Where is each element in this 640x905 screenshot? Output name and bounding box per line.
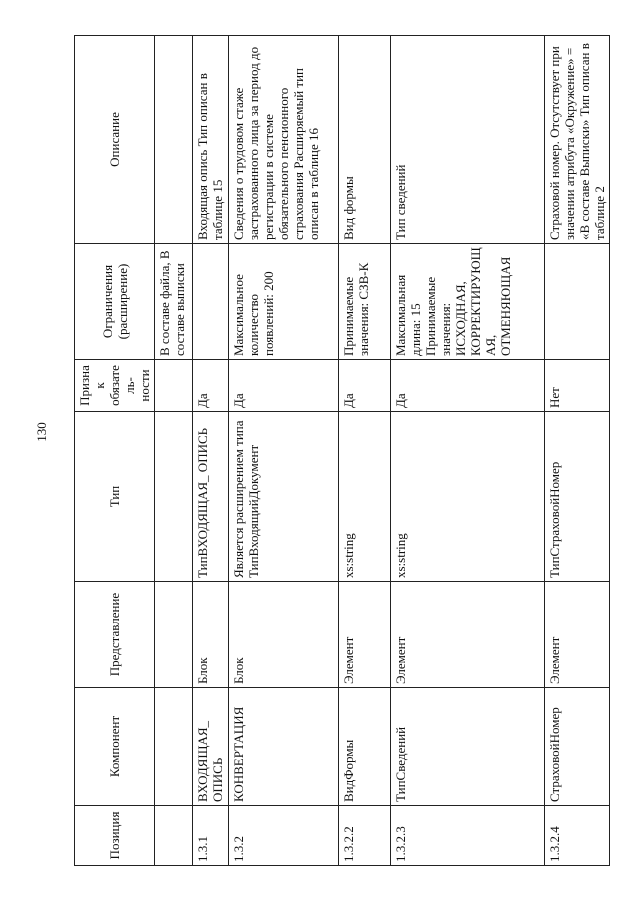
page-number: 130 <box>34 422 49 442</box>
cell-description: Сведения о трудовом стаже застрахованного лица за период до регистрации в системе обязательного пенсионного страхования Расширяемый тип описан в таблице 16 <box>229 36 339 244</box>
table-row <box>545 36 610 866</box>
cell-description: Тип сведений <box>391 36 545 244</box>
cell-position: 1.3.2.2 <box>339 806 391 866</box>
cell-type: xs:string <box>391 412 545 582</box>
cell-representation: Блок <box>229 582 339 688</box>
cell-type: ТипВХОДЯЩАЯ_ ОПИСЬ <box>193 412 229 582</box>
cell-component: КОНВЕРТАЦИЯ <box>229 688 339 806</box>
cell-representation: Блок <box>193 582 229 688</box>
cell-constraints <box>193 244 229 360</box>
cell-type: Является расширением типа ТипВходящийДокумент <box>229 412 339 582</box>
header-position: Позиция <box>75 806 155 866</box>
sub-cell-type <box>155 412 193 582</box>
sub-cell-description <box>155 36 193 244</box>
table-row <box>339 36 391 866</box>
cell-required: Да <box>391 360 545 412</box>
cell-constraints: Максимальная длина: 15 Принимаемые значения: ИСХОДНАЯ, КОРРЕКТИРУЮЩАЯ, ОТМЕНЯЮЩАЯ <box>391 244 545 360</box>
sub-cell-position <box>155 806 193 866</box>
cell-type: xs:string <box>339 412 391 582</box>
header-representation: Представление <box>75 582 155 688</box>
cell-position: 1.3.2.3 <box>391 806 545 866</box>
header-constraints: Ограничения (расширение) <box>75 244 155 360</box>
table-subheader-row <box>155 36 193 866</box>
cell-required: Нет <box>545 360 610 412</box>
table-row <box>391 36 545 866</box>
cell-representation: Элемент <box>391 582 545 688</box>
cell-representation: Элемент <box>545 582 610 688</box>
cell-position: 1.3.2.4 <box>545 806 610 866</box>
cell-position: 1.3.1 <box>193 806 229 866</box>
cell-constraints <box>545 244 610 360</box>
cell-description: Вид формы <box>339 36 391 244</box>
header-description: Описание <box>75 36 155 244</box>
cell-component: ВХОДЯЩАЯ_ ОПИСЬ <box>193 688 229 806</box>
cell-constraints: Принимаемые значения: СЗВ-К <box>339 244 391 360</box>
cell-description: Страховой номер. Отсутствует при значении атрибута «Окружение» = «В составе Выписки» Тип описан в таблице 2 <box>545 36 610 244</box>
cell-required: Да <box>229 360 339 412</box>
cell-component: ТипСведений <box>391 688 545 806</box>
sub-cell-representation <box>155 582 193 688</box>
cell-component: СтраховойНомер <box>545 688 610 806</box>
cell-required: Да <box>193 360 229 412</box>
cell-type: ТипСтраховойНомер <box>545 412 610 582</box>
header-component: Компонент <box>75 688 155 806</box>
cell-description: Входящая опись Тип описан в таблице 15 <box>193 36 229 244</box>
table-row <box>193 36 229 866</box>
cell-component: ВидФормы <box>339 688 391 806</box>
cell-constraints: Максимальное количество появлений: 200 <box>229 244 339 360</box>
sub-cell-constraints: В составе файла, В составе выписки <box>155 244 193 360</box>
header-type: Тип <box>75 412 155 582</box>
table-row <box>229 36 339 866</box>
header-required: Признак обязатель-ности <box>75 360 155 412</box>
cell-representation: Элемент <box>339 582 391 688</box>
specification-table <box>74 35 610 866</box>
rotated-page-content <box>74 36 607 866</box>
sub-cell-component <box>155 688 193 806</box>
cell-required: Да <box>339 360 391 412</box>
table-header-row <box>75 36 155 866</box>
cell-position: 1.3.2 <box>229 806 339 866</box>
sub-cell-required <box>155 360 193 412</box>
